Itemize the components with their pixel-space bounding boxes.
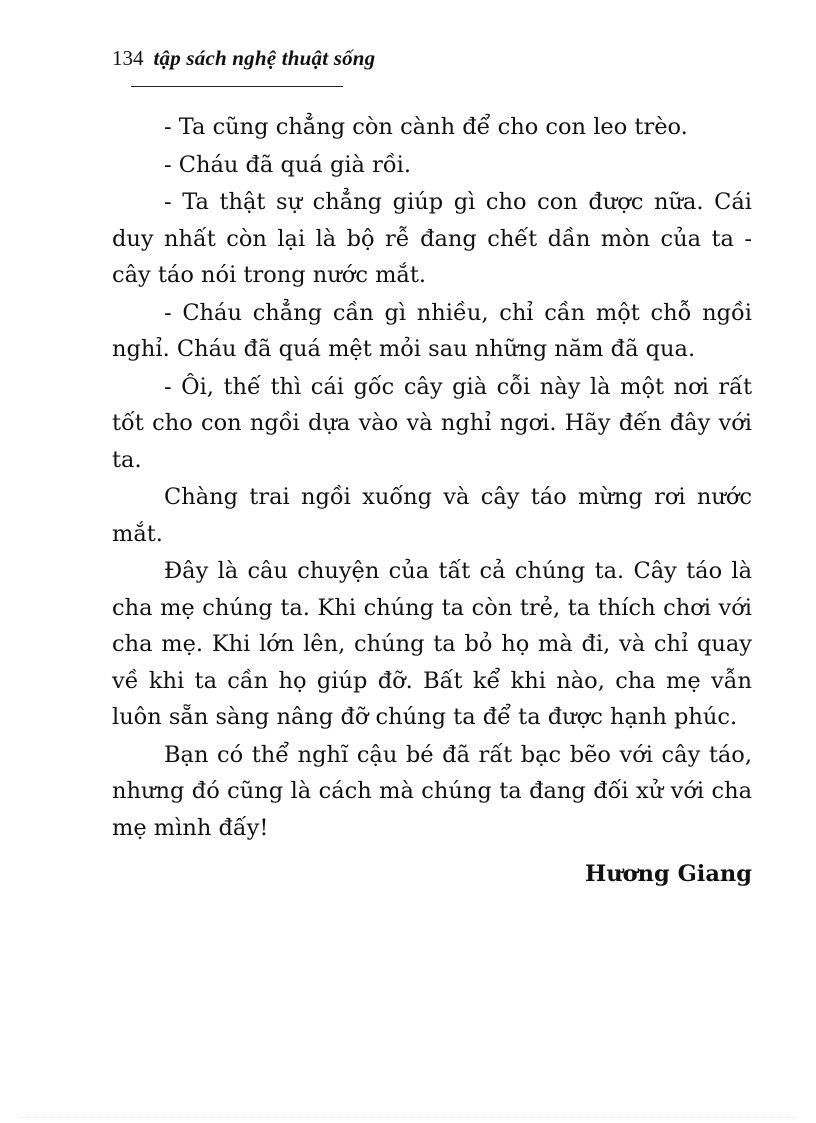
paragraph: - Ta cũng chẳng còn cành để cho con leo trèo. [164,114,688,140]
author-signature: Hương Giang [585,861,752,887]
body-text [112,109,752,847]
paragraph: Bạn có thể nghĩ cậu bé đã rất bạc bẽo với cây táo, nhưng đó cũng là cách mà chúng ta đang đối xử với cha mẹ mình đấy! [112,741,752,841]
paragraph: - Cháu chẳng cần gì nhiều, chỉ cần một chỗ ngồi nghỉ. Cháu đã quá mệt mỏi sau những năm đã qua. [112,299,752,362]
book-title: tập sách nghệ thuật sống [153,46,376,70]
paragraph: - Ôi, thế thì cái gốc cây già cỗi này là một nơi rất tốt cho con ngồi dựa vào và nghỉ ngơi. Hãy đến đây với ta. [112,373,752,473]
page-header [112,46,375,71]
paragraph: - Cháu đã quá già rồi. [164,151,411,178]
paragraph: Đây là câu chuyện của tất cả chúng ta. Cây táo là cha mẹ chúng ta. Khi chúng ta còn trẻ, ta thích chơi với cha mẹ. Khi lớn lên, chúng ta bỏ họ mà đi, và chỉ quay về khi ta cần họ giúp đỡ. Bất kể khi nào, cha mẹ vẫn luôn sẵn sàng nâng đỡ chúng ta để ta được hạnh phúc. [112,558,752,730]
page-bottom-edge [20,1117,796,1118]
paragraph: - Ta thật sự chẳng giúp gì cho con được nữa. Cái duy nhất còn lại là bộ rễ đang chết dần mòn của ta - cây táo nói trong nước mắt. [112,189,752,288]
paragraph: Chàng trai ngồi xuống và cây táo mừng rơi nước mắt. [112,484,752,547]
header-rule [131,86,343,87]
page-number: 134 [112,46,144,70]
